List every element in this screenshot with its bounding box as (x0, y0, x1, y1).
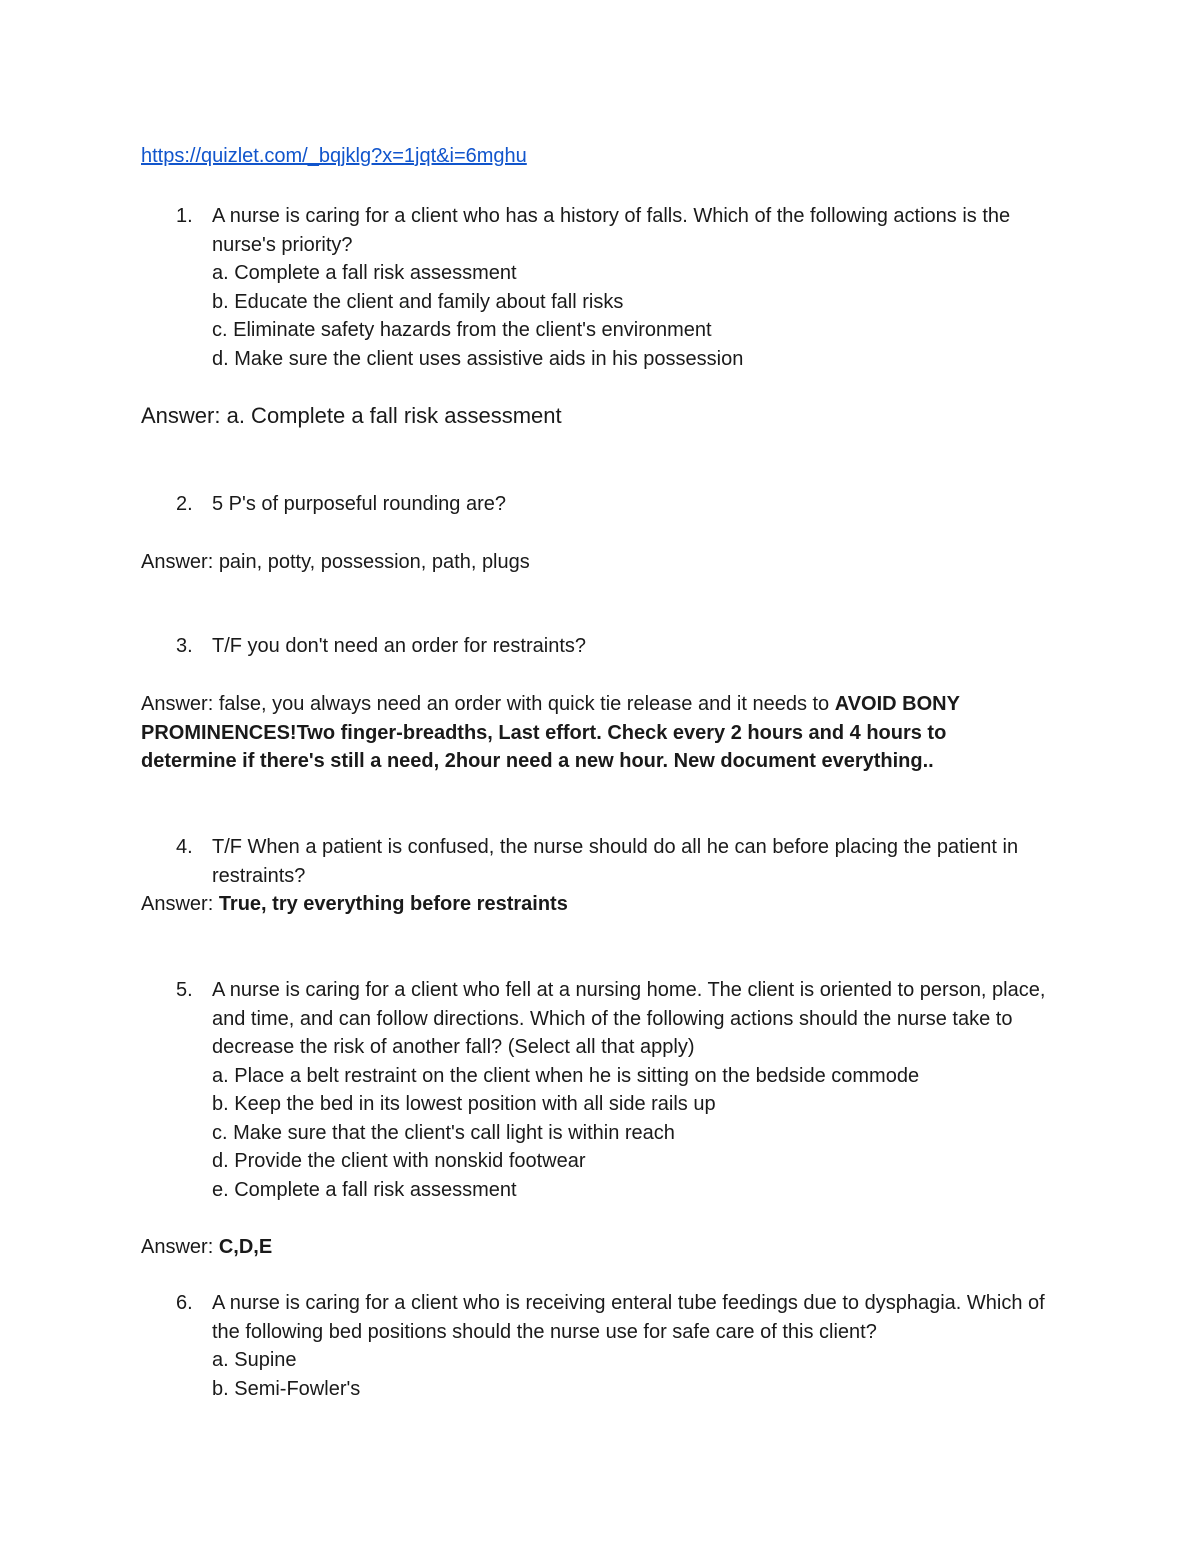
answer-bold-text: C,D,E (218, 1236, 273, 1258)
question-number: 1. (176, 205, 193, 227)
question-number: 3. (176, 635, 193, 657)
answer-prefix: Answer: (141, 1236, 219, 1258)
question-4 (141, 833, 1071, 890)
option-d: d. Make sure the client uses assistive aids in his possession (212, 347, 744, 370)
question-number: 6. (176, 1292, 193, 1314)
question-6 (141, 1289, 1071, 1403)
option-d: d. Provide the client with nonskid footwear (212, 1150, 586, 1172)
answer-prefix: Answer: (141, 893, 219, 915)
option-b: b. Keep the bed in its lowest position with all side rails up (212, 1093, 716, 1115)
question-text: T/F When a patient is confused, the nurse should do all he can before placing the patient in restraints? (212, 836, 1019, 887)
option-a: a. Complete a fall risk assessment (212, 262, 517, 284)
answer-prefix: Answer: (141, 403, 227, 428)
question-number: 2. (176, 493, 193, 515)
answer-text: pain, potty, possession, path, plugs (218, 551, 530, 573)
answer-3 (141, 690, 1036, 776)
question-2 (141, 490, 1071, 519)
question-text: A nurse is caring for a client who fell at a nursing home. The client is oriented to person, place, and time, and can follow directions. Which of the following actions should the nurse take to decrease the risk of another fall? (Select all that apply) (212, 979, 1046, 1058)
question-5 (141, 976, 1071, 1204)
answer-1 (141, 402, 1041, 431)
option-b: b. Educate the client and family about fall risks (212, 290, 624, 313)
answer-prefix: Answer: (141, 551, 219, 573)
option-e: e. Complete a fall risk assessment (212, 1178, 517, 1201)
question-1 (141, 202, 1071, 373)
option-b: b. Semi-Fowler's (212, 1377, 361, 1400)
document-page (141, 0, 1071, 1553)
answer-4 (141, 890, 1041, 919)
option-a: a. Supine (212, 1349, 297, 1371)
question-text: A nurse is caring for a client who is receiving enteral tube feedings due to dysphagia. Which of the following bed positions should the nurse use for safe care of this client? (212, 1292, 1045, 1343)
answer-text: false, you always need an order with quick tie release and it needs to (218, 693, 835, 715)
question-text: T/F you don't need an order for restraints? (212, 635, 587, 657)
answer-2 (141, 548, 1041, 577)
answer-bold-text: True, try everything before restraints (218, 893, 568, 915)
option-c: c. Eliminate safety hazards from the client's environment (212, 319, 712, 341)
quizlet-link[interactable]: https://quizlet.com/_bqjklg?x=1jqt&i=6mghu (141, 145, 527, 167)
question-text: A nurse is caring for a client who has a history of falls. Which of the following actions is the nurse's priority? (212, 205, 1011, 256)
question-3 (141, 632, 1071, 661)
answer-bold-text: AVOID BONY PROMINENCES!Two finger-breadths, Last effort. Check every 2 hours and 4 hours to determine if there's still a need, 2hour need a new hour. New document everything.. (141, 693, 960, 772)
option-a: a. Place a belt restraint on the client when he is sitting on the bedside commode (212, 1064, 920, 1087)
question-number: 5. (176, 979, 193, 1001)
question-number: 4. (176, 836, 193, 858)
answer-text: a. Complete a fall risk assessment (226, 403, 562, 428)
answer-prefix: Answer: (141, 693, 219, 715)
question-text: 5 P's of purposeful rounding are? (212, 493, 507, 515)
answer-5 (141, 1233, 1041, 1262)
option-c: c. Make sure that the client's call light is within reach (212, 1121, 675, 1144)
